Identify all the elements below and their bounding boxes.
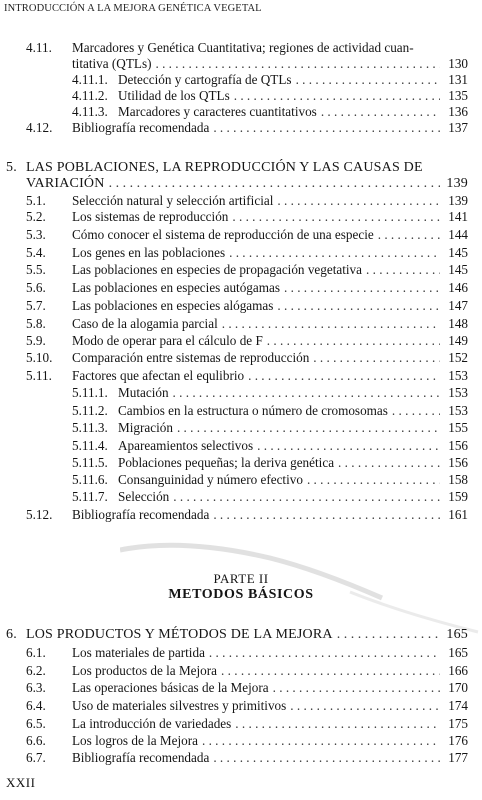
toc-title: Detección y cartografía de QTLs xyxy=(118,72,292,87)
toc-page: 176 xyxy=(448,733,468,748)
toc-entry[interactable] xyxy=(72,104,468,120)
toc-page: 165 xyxy=(446,627,468,642)
toc-page: 153 xyxy=(448,385,468,400)
toc-page: 165 xyxy=(448,645,468,660)
toc-page: 170 xyxy=(448,680,468,695)
toc-title: titativa (QTLs) xyxy=(72,56,152,71)
toc-page: 156 xyxy=(448,438,468,453)
toc-page: 166 xyxy=(448,663,468,678)
toc-number: 6.4. xyxy=(26,698,46,713)
toc-entry[interactable] xyxy=(26,227,468,243)
toc-entry[interactable] xyxy=(26,507,468,523)
toc-entry[interactable] xyxy=(72,420,468,436)
toc-number: 5.11.1. xyxy=(72,385,108,400)
toc-entry[interactable] xyxy=(6,627,468,643)
toc-entry[interactable] xyxy=(26,176,468,192)
leader-dots xyxy=(234,88,440,104)
toc-number: 4.12. xyxy=(26,120,53,135)
toc-title: Los sistemas de reproducción xyxy=(72,209,229,224)
leader-dots xyxy=(213,120,440,136)
toc-entry[interactable] xyxy=(26,316,468,332)
toc-entry[interactable] xyxy=(26,716,468,732)
toc-number: 5.5. xyxy=(26,262,46,277)
toc-number: 5.11.4. xyxy=(72,438,108,453)
toc-number: 6.3. xyxy=(26,680,46,695)
toc-number: 5.11.5. xyxy=(72,455,108,470)
toc-entry[interactable] xyxy=(26,120,468,136)
toc-title: Las poblaciones en especies autógamas xyxy=(72,280,280,295)
toc-entry[interactable] xyxy=(72,455,468,471)
toc-entry[interactable] xyxy=(26,333,468,349)
toc-number: 5.1. xyxy=(26,193,46,208)
toc-page: 161 xyxy=(448,507,468,522)
leader-dots xyxy=(235,716,440,732)
toc-number: 5.4. xyxy=(26,245,46,260)
toc-page: 139 xyxy=(448,193,468,208)
toc-page: 137 xyxy=(448,120,468,135)
toc-title: Las poblaciones en especies alógamas xyxy=(72,298,274,313)
toc-title: Los productos de la Mejora xyxy=(72,663,218,678)
toc-entry[interactable] xyxy=(26,698,468,714)
toc-number: 6.1. xyxy=(26,645,46,660)
toc-title: Selección xyxy=(118,489,170,504)
toc-number: 5.7. xyxy=(26,298,46,313)
leader-dots xyxy=(213,750,440,766)
leader-dots xyxy=(277,298,440,314)
toc-page: 158 xyxy=(448,472,468,487)
toc-number: 5.10. xyxy=(26,350,53,365)
leader-dots xyxy=(337,627,440,643)
leader-dots xyxy=(173,489,440,505)
toc-number: 6.7. xyxy=(26,750,46,765)
part-label: PARTE II xyxy=(213,571,269,586)
toc-number: 4.11. xyxy=(26,40,52,55)
toc-entry[interactable] xyxy=(26,280,468,296)
toc-entry[interactable] xyxy=(26,209,468,225)
running-head: INTRODUCCIÓN A LA MEJORA GENÉTICA VEGETAL xyxy=(4,3,262,14)
toc-entry[interactable] xyxy=(72,438,468,454)
leader-dots xyxy=(177,420,440,436)
toc-title: Factores que afectan el equlibrio xyxy=(72,368,245,383)
toc-page: 153 xyxy=(448,403,468,418)
toc-title: Bibliografía recomendada xyxy=(72,120,210,135)
toc-number: 5.2. xyxy=(26,209,46,224)
toc-entry[interactable] xyxy=(72,472,468,488)
leader-dots xyxy=(290,698,440,714)
toc-entry[interactable] xyxy=(72,88,468,104)
leader-dots xyxy=(321,104,440,120)
toc-number: 4.11.2. xyxy=(72,88,108,103)
leader-dots xyxy=(248,368,440,384)
toc-entry[interactable] xyxy=(26,262,468,278)
leader-dots xyxy=(232,209,440,225)
toc-page: 139 xyxy=(446,176,468,191)
toc-number: 5.11.7. xyxy=(72,489,108,504)
toc-page: 147 xyxy=(448,298,468,313)
toc-page: 175 xyxy=(448,716,468,731)
toc-title: Poblaciones pequeñas; la deriva genética xyxy=(118,455,335,470)
toc-number: 4.11.3. xyxy=(72,104,108,119)
toc-title: Los logros de la Mejora xyxy=(72,733,198,748)
toc-entry[interactable] xyxy=(72,72,468,88)
part-title: METODOS BÁSICOS xyxy=(168,587,314,602)
toc-page: 149 xyxy=(448,333,468,348)
toc-number: 5.12. xyxy=(26,507,53,522)
leader-dots xyxy=(313,350,440,366)
leader-dots xyxy=(366,262,440,278)
chapter-title: LOS PRODUCTOS Y MÉTODOS DE LA MEJORA xyxy=(26,627,333,642)
toc-title: Marcadores y Genética Cuantitativa; regiones de actividad cuan- xyxy=(72,40,414,55)
toc-title: Caso de la alogamia parcial xyxy=(72,316,218,331)
toc-entry[interactable] xyxy=(72,403,468,419)
leader-dots xyxy=(273,680,440,696)
leader-dots xyxy=(222,316,440,332)
toc-title: Migración xyxy=(118,420,173,435)
leader-dots xyxy=(296,72,440,88)
toc-title: Los genes en las poblaciones xyxy=(72,245,226,260)
toc-number: 5.8. xyxy=(26,316,46,331)
leader-dots xyxy=(213,507,440,523)
toc-title: Bibliografía recomendada xyxy=(72,750,210,765)
toc-page: 152 xyxy=(448,350,468,365)
toc-title: Modo de operar para el cálculo de F xyxy=(72,333,263,348)
leader-dots xyxy=(267,333,440,349)
toc-page: 156 xyxy=(448,455,468,470)
toc-title: La introducción de variedades xyxy=(72,716,232,731)
toc-entry[interactable] xyxy=(26,350,468,366)
leader-dots xyxy=(277,193,440,209)
leader-dots xyxy=(378,227,440,243)
leader-dots xyxy=(155,56,440,72)
toc-entry[interactable] xyxy=(26,298,468,314)
toc-number: 4.11.1. xyxy=(72,72,108,87)
leader-dots xyxy=(109,176,440,192)
toc-title: Las poblaciones en especies de propagación vegetativa xyxy=(72,262,363,277)
toc-number: 5.11.2. xyxy=(72,403,108,418)
leader-dots xyxy=(392,403,440,419)
toc-title: Utilidad de los QTLs xyxy=(118,88,230,103)
chapter-title: VARIACIÓN xyxy=(26,176,105,191)
toc-page: 145 xyxy=(448,262,468,277)
toc-title: Marcadores y caracteres cuantitativos xyxy=(118,104,317,119)
toc-entry[interactable] xyxy=(26,733,468,749)
page-folio: XXII xyxy=(6,775,36,790)
toc-title: Mutación xyxy=(118,385,169,400)
toc-page: 153 xyxy=(448,368,468,383)
chapter-number: 6. xyxy=(6,627,17,642)
toc-page: 174 xyxy=(448,698,468,713)
toc-entry[interactable] xyxy=(26,368,468,384)
toc-page: 155 xyxy=(448,420,468,435)
toc-page: 131 xyxy=(448,72,468,87)
chapter-title: LAS POBLACIONES, LA REPRODUCCIÓN Y LAS CAUSAS DE xyxy=(26,160,423,175)
toc-number: 5.9. xyxy=(26,333,46,348)
toc-page: 148 xyxy=(448,316,468,331)
toc-page: 136 xyxy=(448,104,468,119)
toc-title: Selección natural y selección artificial xyxy=(72,193,274,208)
toc-title: Los materiales de partida xyxy=(72,645,205,660)
leader-dots xyxy=(202,733,440,749)
leader-dots xyxy=(338,455,440,471)
leader-dots xyxy=(257,438,440,454)
toc-page: 159 xyxy=(448,489,468,504)
toc-page: 144 xyxy=(448,227,468,242)
leader-dots xyxy=(307,472,440,488)
toc-entry[interactable] xyxy=(26,645,468,661)
toc-number: 5.11.3. xyxy=(72,420,108,435)
toc-entry[interactable] xyxy=(26,680,468,696)
toc-title: Cambios en la estructura o número de cromosomas xyxy=(118,403,388,418)
toc-title: Las operaciones básicas de la Mejora xyxy=(72,680,269,695)
toc-entry[interactable] xyxy=(72,385,468,401)
toc-title: Cómo conocer el sistema de reproducción de una especie xyxy=(72,227,374,242)
toc-page: 135 xyxy=(448,88,468,103)
leader-dots xyxy=(284,280,440,296)
leader-dots xyxy=(229,245,440,261)
toc-entry[interactable] xyxy=(26,663,468,679)
toc-page: 145 xyxy=(448,245,468,260)
toc-title: Bibliografía recomendada xyxy=(72,507,210,522)
toc-page: 130 xyxy=(448,56,468,71)
toc-number: 6.5. xyxy=(26,716,46,731)
toc-entry[interactable] xyxy=(26,193,468,209)
toc-title: Uso de materiales silvestres y primitivos xyxy=(72,698,287,713)
toc-number: 5.3. xyxy=(26,227,46,242)
leader-dots xyxy=(209,645,440,661)
toc-entry[interactable] xyxy=(72,489,468,505)
toc-title: Apareamientos selectivos xyxy=(118,438,254,453)
toc-number: 5.11. xyxy=(26,368,52,383)
toc-title: Consanguinidad y número efectivo xyxy=(118,472,303,487)
toc-number: 6.2. xyxy=(26,663,46,678)
toc-page: 146 xyxy=(448,280,468,295)
toc-entry[interactable] xyxy=(72,56,468,72)
toc-entry[interactable] xyxy=(26,245,468,261)
toc-number: 5.6. xyxy=(26,280,46,295)
leader-dots xyxy=(173,385,440,401)
toc-number: 6.6. xyxy=(26,733,46,748)
toc-page: 141 xyxy=(448,209,468,224)
toc-page: 177 xyxy=(448,750,468,765)
toc-number: 5.11.6. xyxy=(72,472,108,487)
toc-title: Comparación entre sistemas de reproducción xyxy=(72,350,310,365)
chapter-number: 5. xyxy=(6,160,17,175)
leader-dots xyxy=(221,663,440,679)
toc-entry[interactable] xyxy=(26,750,468,766)
